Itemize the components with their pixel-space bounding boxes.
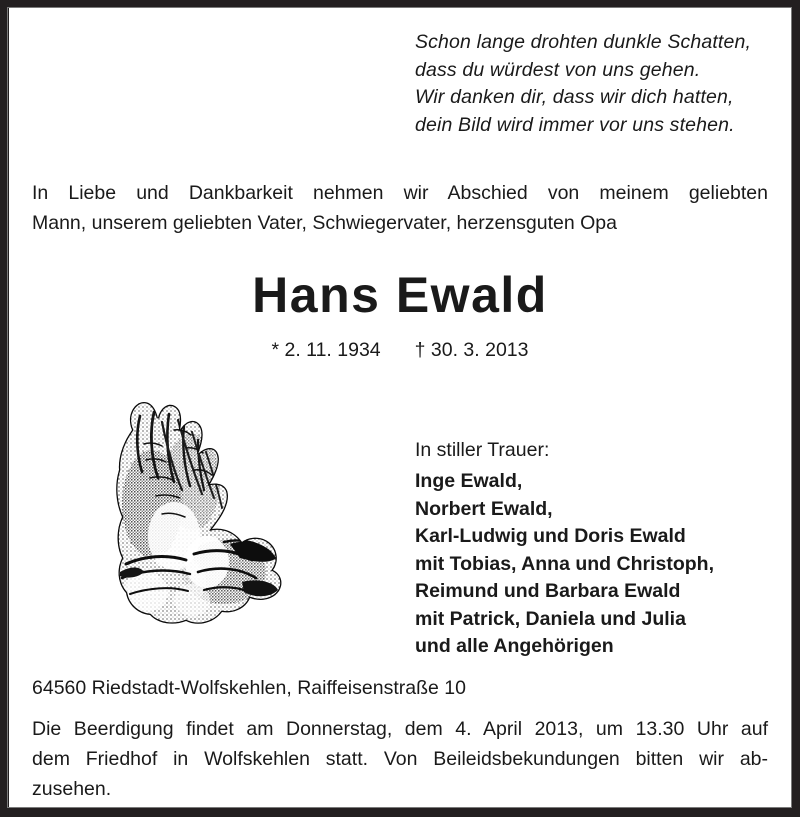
funeral-line-2: dem Friedhof in Wolfskehlen statt. Von Beileidsbekundungen bitten wir ab- (32, 748, 768, 770)
praying-hands-icon (74, 386, 314, 644)
mourners-list (415, 468, 775, 661)
birth-date: * 2. 11. 1934 (271, 339, 381, 361)
mourner-line: mit Tobias, Anna und Christoph, (415, 552, 714, 575)
address-line: 64560 Riedstadt-Wolfskehlen, Raiffeisenstraße 10 (32, 677, 466, 699)
announcement-line-2: Mann, unserem geliebten Vater, Schwiegervater, herzensguten Opa (32, 212, 617, 234)
verse-line-1: Schon lange drohten dunkle Schatten, (415, 31, 752, 53)
mourners-block (415, 436, 775, 661)
announcement-line-1: In Liebe und Dankbarkeit nehmen wir Abschied von meinem geliebten (32, 182, 768, 204)
announcement-paragraph (32, 178, 768, 238)
mourner-line: Inge Ewald, (415, 470, 523, 492)
notice-sheet (9, 8, 791, 807)
mourner-line: Karl-Ludwig und Doris Ewald (415, 525, 686, 547)
mourner-line: und alle Angehörigen (415, 635, 614, 657)
life-dates (9, 337, 791, 363)
funeral-line-1: Die Beerdigung findet am Donnerstag, dem 4. April 2013, um 13.30 Uhr auf (32, 718, 768, 740)
funeral-details (32, 714, 768, 804)
verse-line-3: Wir danken dir, dass wir dich hatten, (415, 86, 734, 108)
funeral-line-3: zusehen. (32, 778, 112, 800)
mourner-line: Norbert Ewald, (415, 497, 553, 520)
memorial-verse (415, 29, 783, 139)
mourner-line: mit Patrick, Daniela und Julia (415, 607, 686, 630)
mourner-line: Reimund und Barbara Ewald (415, 580, 681, 602)
verse-line-2: dass du würdest von uns gehen. (415, 58, 701, 81)
deceased-name: Hans Ewald (252, 267, 548, 323)
death-date: † 30. 3. 2013 (414, 339, 529, 361)
verse-line-4: dein Bild wird immer vor uns stehen. (415, 113, 735, 136)
mourners-heading: In stiller Trauer: (415, 439, 550, 461)
